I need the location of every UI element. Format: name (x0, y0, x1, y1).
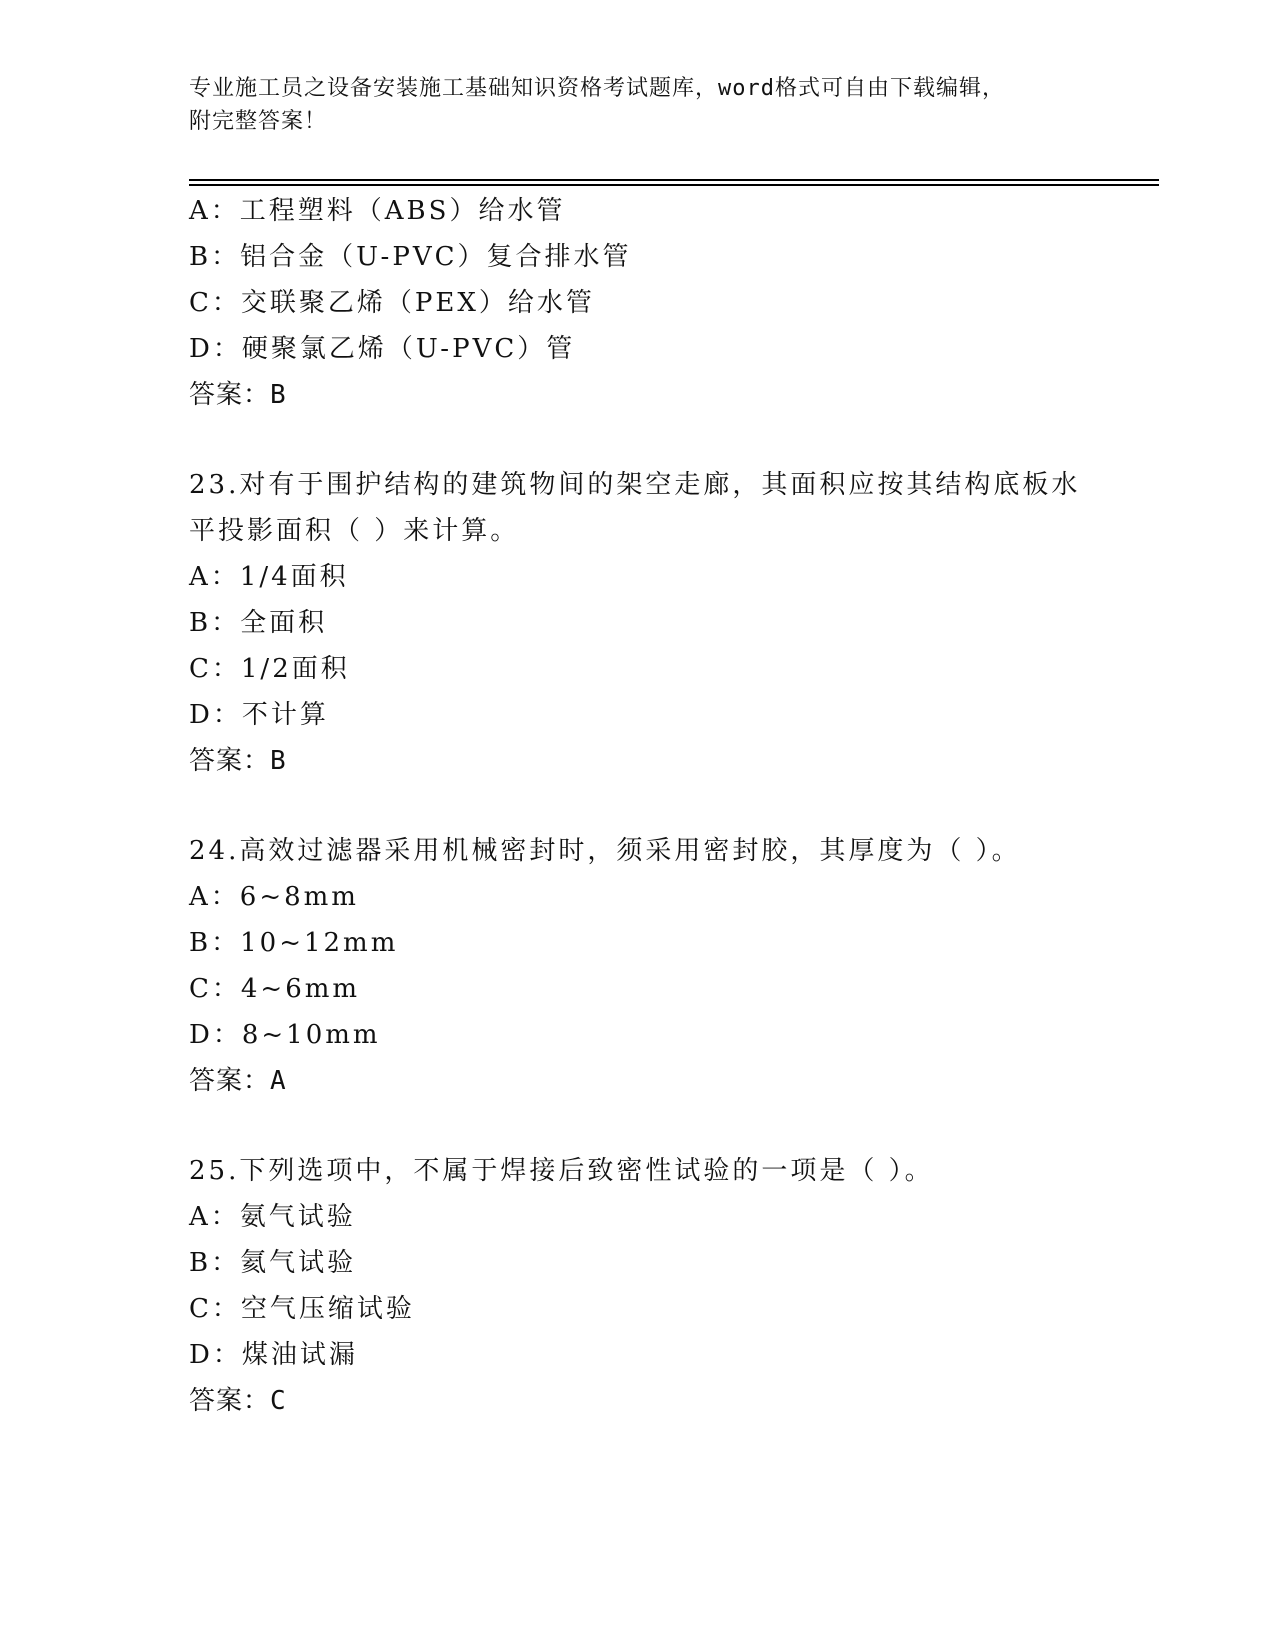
option-b: B：全面积 (189, 608, 328, 638)
option-a: A：工程塑料（ABS）给水管 (189, 196, 566, 226)
answer-line: 答案：A (189, 1066, 287, 1096)
question-stem: 25.下列选项中，不属于焊接后致密性试验的一项是（ ）。 (189, 1156, 934, 1186)
option-b: B：铝合金（U-PVC）复合排水管 (189, 242, 632, 272)
option-b: B：10~12mm (189, 928, 399, 958)
question-22 (189, 188, 1149, 418)
question-spacer (189, 784, 1149, 828)
option-a: A：1/4面积 (189, 562, 349, 592)
question-stem: 24.高效过滤器采用机械密封时，须采用密封胶，其厚度为（ ）。 (189, 836, 1021, 866)
header-divider-bottom (189, 184, 1159, 186)
question-24 (189, 828, 1149, 1104)
option-d: D：煤油试漏 (189, 1340, 358, 1370)
option-c: C：1/2面积 (189, 654, 350, 684)
question-spacer (189, 418, 1149, 462)
option-a: A：氨气试验 (189, 1202, 356, 1232)
option-d: D：硬聚氯乙烯（U-PVC）管 (189, 334, 576, 364)
option-b: B：氦气试验 (189, 1248, 357, 1278)
header-line-1: 专业施工员之设备安装施工基础知识资格考试题库，word格式可自由下载编辑， (189, 76, 1005, 101)
document-header (189, 72, 1089, 138)
answer-line: 答案：C (189, 1386, 287, 1416)
option-c: C：4~6mm (189, 974, 361, 1004)
question-stem-continued: 平投影面积（ ）来计算。 (189, 516, 520, 546)
option-d: D：不计算 (189, 700, 329, 730)
question-23 (189, 462, 1149, 784)
header-line-2: 附完整答案！ (189, 109, 328, 134)
question-25 (189, 1148, 1149, 1424)
option-c: C：空气压缩试验 (189, 1294, 415, 1324)
option-c: C：交联聚乙烯（PEX）给水管 (189, 288, 595, 318)
question-list (189, 188, 1149, 1424)
question-spacer (189, 1104, 1149, 1148)
answer-line: 答案：B (189, 380, 287, 410)
option-a: A：6~8mm (189, 882, 359, 912)
question-stem: 23.对有于围护结构的建筑物间的架空走廊，其面积应按其结构底板水 (189, 470, 1081, 500)
option-d: D：8~10mm (189, 1020, 381, 1050)
answer-line: 答案：B (189, 746, 287, 776)
header-divider-top (189, 179, 1159, 181)
